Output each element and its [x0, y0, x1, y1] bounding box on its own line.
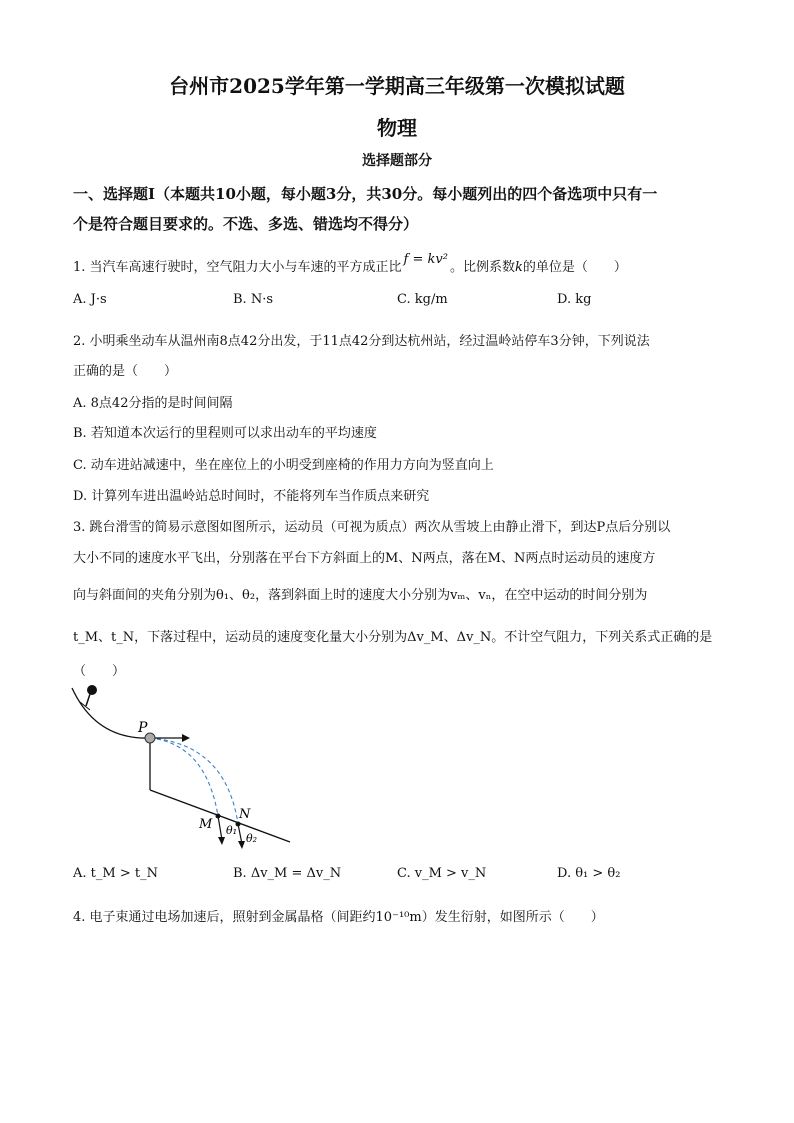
question-3-line3: 向与斜面间的夹角分别为θ₁、θ₂，落到斜面上时的速度大小分别为vₘ、vₙ，在空中运动的时间分别为 [73, 588, 648, 603]
question-1-k: k [514, 260, 523, 275]
page-title: 台州市2025学年第一学期高三年级第一次模拟试题 [169, 74, 625, 98]
label-m: M [199, 817, 213, 832]
part-title: 选择题部分 [362, 153, 432, 169]
question-1-stem [73, 252, 627, 275]
label-theta2: θ₂ [246, 832, 258, 845]
question-1-option-c: C. kg/m [397, 292, 448, 307]
question-1-option-d: D. kg [557, 292, 592, 307]
question-4-line1: 4. 电子束通过电场加速后，照射到金属晶格（间距约10⁻¹⁰m）发生衍射，如图所示（ ） [73, 910, 604, 925]
question-2-option-b: B. 若知道本次运行的里程则可以求出动车的平均速度 [73, 426, 377, 441]
question-2-option-c: C. 动车进站减速中，坐在座位上的小明受到座椅的作用力方向为竖直向上 [73, 458, 494, 473]
ski-jump-diagram [66, 680, 306, 850]
question-3-option-a: A. t_M > t_N [73, 866, 158, 881]
velocity-arrowhead-n [238, 841, 245, 849]
question-2-line2: 正确的是（ ） [73, 364, 178, 379]
launch-arrowhead [182, 734, 190, 742]
question-2-option-a: A. 8点42分指的是时间间隔 [73, 396, 233, 411]
question-3-option-d: D. θ₁ > θ₂ [557, 866, 621, 881]
subject-title: 物理 [377, 116, 417, 140]
question-1-option-b: B. N·s [233, 292, 273, 307]
question-1-formula: f = kv² [403, 252, 448, 267]
question-3-line5: （ ） [73, 664, 126, 679]
velocity-arrowhead-m [218, 837, 225, 845]
section-heading-line2: 个是符合题目要求的。不选、多选、错选均不得分） [73, 215, 419, 233]
trajectory-n [150, 738, 238, 824]
question-2-option-d: D. 计算列车进出温岭站总时间时，不能将列车当作质点来研究 [73, 489, 430, 504]
question-3-line1: 3. 跳台滑雪的简易示意图如图所示，运动员（可视为质点）两次从雪坡上由静止滑下，到达P点后分别以 [73, 520, 671, 535]
section-heading-line1: 一、选择题Ⅰ（本题共10小题，每小题3分，共30分。每小题列出的四个备选项中只有一 [73, 185, 658, 203]
label-p: P [138, 720, 148, 736]
skier-icon [87, 685, 97, 695]
question-1-text-c: 的单位是（ ） [522, 260, 627, 275]
question-3-option-b: B. Δv_M = Δv_N [233, 866, 342, 881]
skier-body [86, 694, 90, 706]
question-2-line1: 2. 小明乘坐动车从温州南8点42分出发，于11点42分到达杭州站，经过温岭站停车3分钟，下列说法 [73, 334, 650, 349]
velocity-arrow-m [218, 816, 222, 840]
question-3-option-c: C. v_M > v_N [397, 866, 487, 881]
label-n: N [239, 807, 251, 822]
question-1-text-a: 1. 当汽车高速行驶时，空气阻力大小与车速的平方成正比 [73, 260, 402, 275]
trajectory-m [150, 738, 218, 816]
question-1-text-b: 。比例系数 [449, 260, 515, 275]
label-theta1: θ₁ [226, 824, 238, 837]
question-3-line4: t_M、t_N，下落过程中，运动员的速度变化量大小分别为Δv_M、Δv_N。不计空气阻力，下列关系式正确的是 [73, 630, 713, 645]
question-3-line2: 大小不同的速度水平飞出，分别落在平台下方斜面上的M、N两点，落在M、N两点时运动员的速度方 [73, 551, 656, 566]
question-1-option-a: A. J·s [73, 292, 107, 307]
